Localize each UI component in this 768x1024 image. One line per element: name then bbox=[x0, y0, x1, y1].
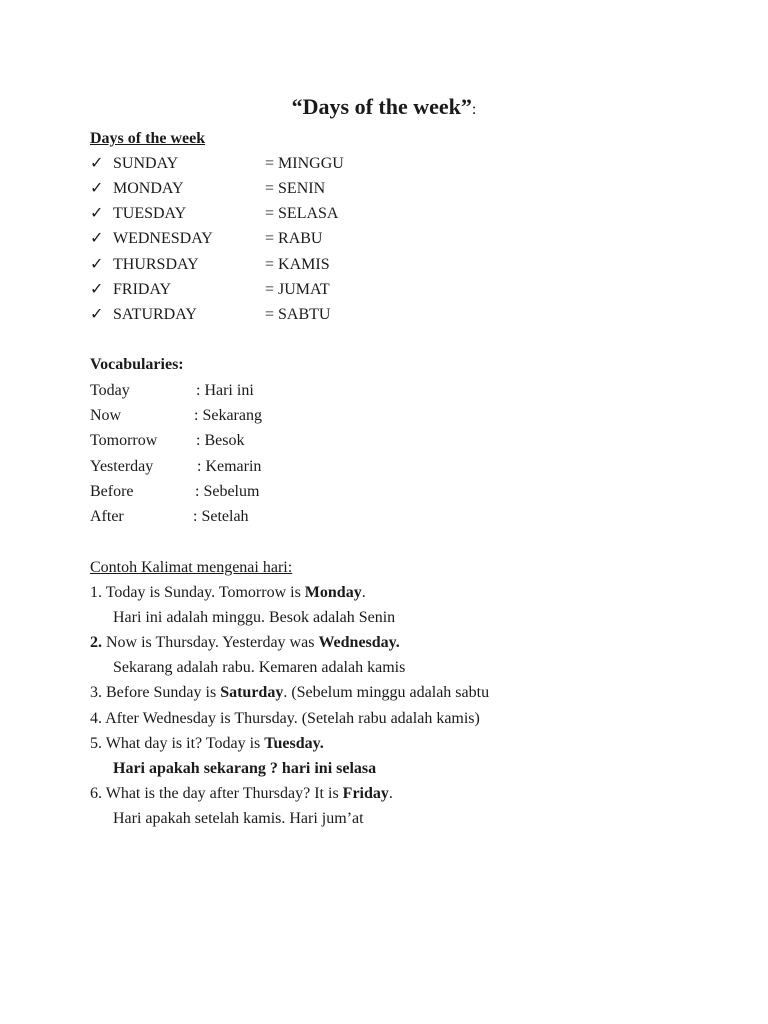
example-sentence: 4. After Wednesday is Thursday. (Setelah rabu adalah kamis) bbox=[90, 710, 480, 727]
check-icon: ✓ bbox=[90, 155, 104, 172]
day-indonesian: = SELASA bbox=[265, 205, 339, 222]
example-translation: Hari ini adalah minggu. Besok adalah Senin bbox=[113, 609, 396, 626]
day-row bbox=[0, 201, 768, 226]
day-indonesian: = SENIN bbox=[265, 180, 326, 197]
title-text: “Days of the week” bbox=[291, 94, 472, 119]
page-title bbox=[0, 94, 768, 120]
check-icon: ✓ bbox=[90, 281, 104, 298]
example-sentence bbox=[90, 580, 366, 605]
vocab-word: Before bbox=[90, 483, 134, 500]
vocab-word: After bbox=[90, 508, 124, 525]
vocab-word: Today bbox=[90, 382, 130, 399]
example-text: . bbox=[388, 785, 393, 802]
title-colon: : bbox=[471, 101, 477, 118]
example-translation: Hari apakah setelah kamis. Hari jum’at bbox=[113, 810, 364, 827]
example-text: . bbox=[361, 584, 366, 601]
check-icon: ✓ bbox=[90, 205, 104, 222]
check-icon: ✓ bbox=[90, 230, 104, 247]
day-indonesian: = SABTU bbox=[265, 306, 331, 323]
vocab-row bbox=[0, 403, 768, 428]
day-english: WEDNESDAY bbox=[113, 230, 213, 247]
example-sentence bbox=[90, 630, 400, 655]
vocab-word: Now bbox=[90, 407, 122, 424]
example-text: . (Sebelum minggu adalah sabtu bbox=[283, 684, 490, 701]
example-translation: Sekarang adalah rabu. Kemaren adalah kamis bbox=[113, 659, 406, 676]
vocab-row bbox=[0, 504, 768, 529]
example-bold: Tuesday. bbox=[264, 735, 324, 752]
example-text: Now is Thursday. Yesterday was bbox=[102, 634, 319, 651]
day-row bbox=[0, 277, 768, 302]
example-translation: Hari apakah sekarang ? hari ini selasa bbox=[113, 760, 377, 777]
day-indonesian: = RABU bbox=[265, 230, 323, 247]
days-heading: Days of the week bbox=[90, 130, 206, 147]
example-number: 1. bbox=[90, 584, 102, 601]
day-indonesian: = KAMIS bbox=[265, 256, 330, 273]
vocab-definition: : Sebelum bbox=[195, 483, 260, 500]
example-bold: Monday bbox=[304, 584, 362, 601]
vocab-definition: : Besok bbox=[196, 432, 245, 449]
check-icon: ✓ bbox=[90, 256, 104, 273]
vocab-word: Tomorrow bbox=[90, 432, 158, 449]
day-english: SUNDAY bbox=[113, 155, 179, 172]
vocab-word: Yesterday bbox=[90, 458, 154, 475]
example-sentence bbox=[90, 781, 393, 806]
example-number: 2. bbox=[90, 634, 102, 651]
check-icon: ✓ bbox=[90, 180, 104, 197]
vocab-row bbox=[0, 454, 768, 479]
vocab-definition: : Kemarin bbox=[197, 458, 262, 475]
day-english: THURSDAY bbox=[113, 256, 199, 273]
day-indonesian: = MINGGU bbox=[265, 155, 344, 172]
example-text: 3. Before Sunday is bbox=[90, 684, 221, 701]
vocab-row bbox=[0, 428, 768, 453]
day-indonesian: = JUMAT bbox=[265, 281, 330, 298]
example-text: Today is Sunday. Tomorrow is bbox=[102, 584, 305, 601]
day-row bbox=[0, 226, 768, 251]
day-row bbox=[0, 302, 768, 327]
vocab-definition: : Hari ini bbox=[196, 382, 254, 399]
example-text: 5. What day is it? Today is bbox=[90, 735, 265, 752]
example-sentence bbox=[90, 731, 324, 756]
day-english: FRIDAY bbox=[113, 281, 172, 298]
day-english: SATURDAY bbox=[113, 306, 197, 323]
day-english: TUESDAY bbox=[113, 205, 187, 222]
day-english: MONDAY bbox=[113, 180, 184, 197]
vocab-definition: : Setelah bbox=[193, 508, 249, 525]
day-row bbox=[0, 252, 768, 277]
example-bold: Saturday bbox=[220, 684, 284, 701]
example-text: 6. What is the day after Thursday? It is bbox=[90, 785, 343, 802]
check-icon: ✓ bbox=[90, 306, 104, 323]
vocab-definition: : Sekarang bbox=[194, 407, 262, 424]
vocab-row bbox=[0, 479, 768, 504]
day-row bbox=[0, 151, 768, 176]
example-bold: Wednesday. bbox=[318, 634, 400, 651]
examples-heading: Contoh Kalimat mengenai hari: bbox=[90, 559, 293, 576]
day-row bbox=[0, 176, 768, 201]
example-bold: Friday bbox=[342, 785, 389, 802]
vocab-row bbox=[0, 378, 768, 403]
vocab-heading: Vocabularies: bbox=[90, 356, 184, 373]
example-sentence bbox=[90, 680, 489, 705]
